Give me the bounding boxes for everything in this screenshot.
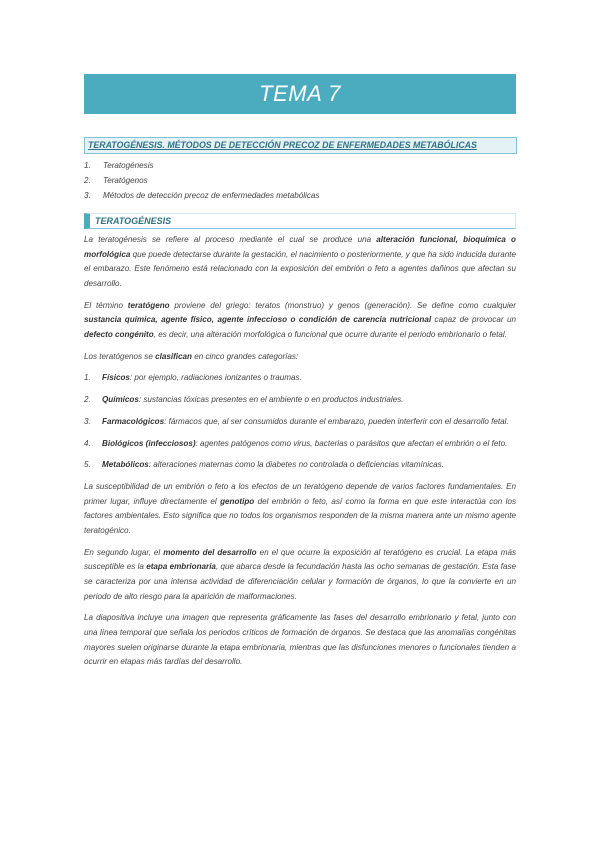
list-text	[102, 437, 516, 452]
topic-title: TEMA 7	[259, 80, 341, 106]
text-run: : sustancias tóxicas presentes en el ambiente o en productos industriales.	[138, 395, 404, 405]
text-run: que puede detectarse durante la gestación, el nacimiento o posteriormente, y que ha sido inducida durante el embarazo. Este fenómeno está relacionado con la exposición del embrión o feto a agentes dañinos que afectan su desarrollo.	[84, 249, 516, 288]
toc-item-number: 3.	[84, 191, 91, 200]
toc-heading-box	[84, 137, 517, 154]
list-text	[102, 458, 516, 473]
section-heading: TERATOGÉNESIS	[95, 216, 172, 226]
bold-term: genotipo	[220, 496, 255, 506]
bold-term: Metabólicos	[102, 460, 149, 470]
text-run: : alteraciones maternas como la diabetes no controlada o deficiencias vitamínicas.	[148, 460, 444, 470]
toc-item	[84, 173, 516, 188]
toc-item-number: 2.	[84, 176, 91, 185]
topic-banner	[84, 74, 516, 114]
text-run: en cinco grandes categorías:	[192, 351, 299, 361]
text-run: : por ejemplo, radiaciones ionizantes o traumas.	[129, 373, 302, 383]
bold-term: defecto congénito	[84, 329, 154, 339]
bold-term: Físicos	[102, 373, 130, 383]
bold-term: Químicos	[102, 395, 139, 405]
toc-item-label: Teratogénesis	[103, 161, 154, 170]
list-number: 4.	[84, 438, 91, 448]
text-run: , es decir, una alteración morfológica o funcional que ocurre durante el periodo embrionario o fetal.	[153, 329, 507, 339]
list-number: 3.	[84, 416, 91, 426]
toc-item-label: Teratógenos	[103, 176, 148, 185]
list-item	[84, 371, 516, 386]
list-number: 1.	[84, 373, 91, 383]
bold-term: alteración funcional, bioquímica o morfológica	[84, 235, 516, 259]
toc-item	[84, 158, 516, 173]
text-run: capaz de provocar un	[431, 315, 516, 325]
text-run: : fármacos que, al ser consumidos durante el embarazo, pueden interferir con el desarrollo fetal.	[164, 416, 509, 426]
list-item	[84, 415, 516, 430]
bold-term: Farmacológicos	[102, 416, 165, 426]
text-run: : agentes patógenos como virus, bacterias o parásitos que afectan el embrión o el feto.	[195, 438, 508, 448]
bold-term: sustancia química, agente físico, agente infeccioso o condición de carencia nutricional	[84, 315, 432, 325]
toc-item-number: 1.	[84, 161, 91, 170]
toc-item-label: Métodos de detección precoz de enfermedades metabólicas	[103, 191, 320, 200]
text-run: La teratogénesis se refiere al proceso mediante el cual se produce una	[84, 235, 377, 244]
text-run: en el que ocurre la exposición al teratógeno es crucial. La etapa más susceptible es la	[84, 547, 516, 572]
text-run: La susceptibilidad de un embrión o feto a los efectos de un teratógeno depende de varios factores fundamentales. En primer lugar, influye directamente el	[84, 482, 516, 506]
section-heading-box	[84, 213, 516, 229]
paragraph-development-timing	[84, 546, 516, 604]
paragraph-genotype	[84, 480, 516, 538]
text-run: Los teratógenos se	[84, 351, 156, 361]
paragraph-definition	[84, 233, 516, 291]
category-list	[84, 371, 516, 473]
list-item	[84, 458, 516, 473]
toc-item	[84, 188, 516, 203]
text-run: , que abarca desde la fecundación hasta las ocho semanas de gestación. Esta fase se caracteriza por una intensa actividad de diferenciación celular y formación de órganos, lo que la convierte en un periodo de alto riesgo para la aparición de malformaciones.	[84, 562, 517, 601]
toc-heading: TERATOGÉNESIS. MÉTODOS DE DETECCIÓN PRECOZ DE ENFERMEDADES METABÓLICAS	[88, 140, 477, 150]
paragraph-classification	[84, 350, 516, 365]
list-number: 5.	[84, 460, 91, 470]
bold-term: Biológicos (infecciosos)	[102, 438, 196, 448]
bold-term: momento del desarrollo	[163, 547, 257, 557]
bold-term: clasifican	[155, 351, 192, 361]
list-text	[102, 415, 516, 430]
text-run: En segundo lugar, el	[84, 547, 164, 557]
list-number: 2.	[84, 395, 91, 405]
text-run: del embrión o feto, así como la forma en que este interactúa con los factores ambientales. Esto significa que no todos los organismos responden de la misma manera ante un mismo agente teratogénico.	[84, 496, 516, 535]
paragraph-slide-description	[84, 611, 516, 669]
bold-term: teratógeno	[127, 300, 170, 310]
list-text	[102, 393, 516, 408]
list-item	[84, 437, 516, 452]
list-item	[84, 393, 516, 408]
table-of-contents	[84, 158, 516, 203]
paragraph-teratogen	[84, 299, 516, 343]
list-text	[102, 371, 516, 386]
text-run: proviene del griego: teratos (monstruo) y genos (generación). Se define como cualquier	[169, 300, 516, 310]
text-run: El término	[84, 300, 128, 310]
section-content	[84, 233, 516, 677]
bold-term: etapa embrionaria	[146, 562, 216, 572]
text-run: La diapositiva incluye una imagen que representa gráficamente las fases del desarrollo embrionario y fetal, junto con una línea temporal que señala los periodos críticos de formación de órganos. Se destaca que las anomalías congénitas mayores suelen originarse durante la etapa embrionaria, mientras que las disfunciones menores o funcionales tienden a ocurrir en etapas más tardías del desarrollo.	[84, 613, 516, 667]
